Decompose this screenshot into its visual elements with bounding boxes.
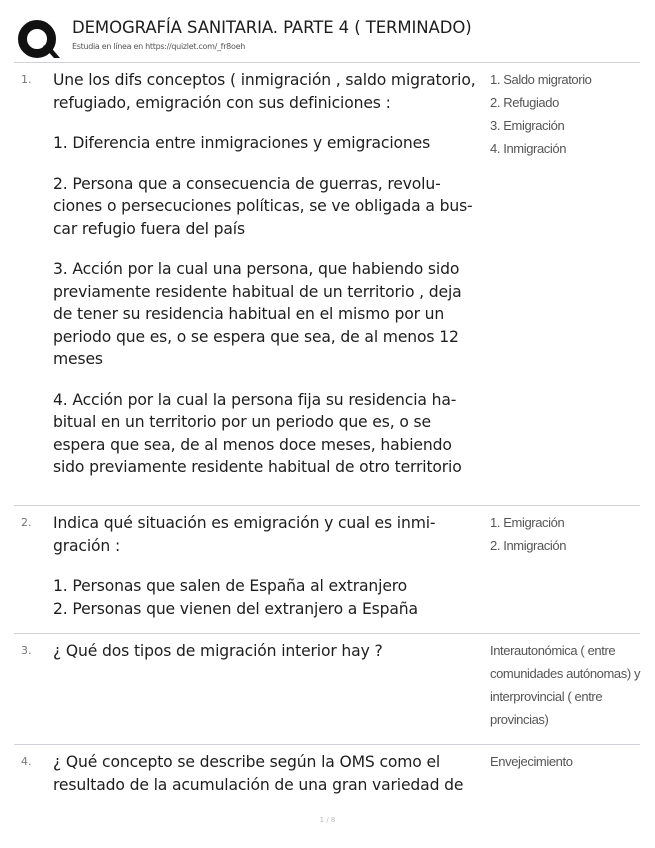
- card-term: [53, 512, 485, 620]
- term-paragraph: 4. Acción por la cual la persona fija su residencia ha-bitual en un territorio por un periodo que es, o se espera que sea, de al menos doce meses, habiendo sido previamente residente habitual de otro territorio: [53, 390, 462, 476]
- card-number: 1.: [21, 73, 32, 86]
- term-paragraph: ¿ Qué dos tipos de migración interior hay ?: [53, 642, 383, 660]
- definition-line: 4. Inmigración: [490, 141, 567, 156]
- card-definition: [490, 750, 645, 773]
- card-definition: [490, 68, 645, 160]
- term-paragraph: 3. Acción por la cual una persona, que habiendo sido previamente residente habitual de un territorio , deja de tener su residencia habitual en el mismo por un periodo que es, o se espera que sea, de al menos 12 meses: [53, 260, 462, 368]
- term-paragraph: ¿ Qué concepto se describe según la OMS como el resultado de la acumulación de una gran variedad de: [53, 753, 464, 794]
- divider: [14, 633, 640, 634]
- page-header: [16, 14, 636, 60]
- divider: [14, 62, 640, 63]
- card-number: 2.: [21, 516, 32, 529]
- divider: [14, 505, 640, 506]
- definition-line: 3. Emigración: [490, 118, 565, 133]
- card-term: [53, 751, 485, 796]
- term-paragraph: Indica qué situación es emigración y cual es inmi-gración :: [53, 514, 436, 555]
- term-paragraph: 1. Personas que salen de España al extranjero: [53, 577, 408, 595]
- card-definition: [490, 511, 645, 557]
- card-number: 3.: [21, 644, 32, 657]
- page-title: DEMOGRAFÍA SANITARIA. PARTE 4 ( TERMINADO): [72, 18, 472, 37]
- term-paragraph: 2. Persona que a consecuencia de guerras, revolu-ciones o persecuciones políticas, se ve obligada a bus-car refugio fuera del país: [53, 174, 473, 238]
- study-online-link[interactable]: Estudia en línea en https://quizlet.com/_fr8oeh: [72, 42, 245, 51]
- definition-line: 1. Saldo migratorio: [490, 72, 592, 87]
- term-paragraph: 2. Personas que vienen del extranjero a España: [53, 599, 418, 618]
- card-term: [53, 69, 485, 479]
- card-definition: [490, 639, 642, 731]
- term-paragraph: 1. Diferencia entre inmigraciones y emigraciones: [53, 134, 431, 152]
- definition-line: Envejecimiento: [490, 754, 573, 769]
- divider: [14, 744, 640, 745]
- term-paragraph: Une los difs conceptos ( inmigración , saldo migratorio, refugiado, emigración con sus definiciones :: [53, 71, 476, 112]
- definition-line: 2. Inmigración: [490, 538, 567, 553]
- definition-line: 2. Refugiado: [490, 95, 559, 110]
- quizlet-logo-icon: [16, 18, 60, 62]
- definition-line: Interautonómica ( entre comunidades autónomas) y interprovincial ( entre provincias): [490, 643, 641, 727]
- card-number: 4.: [21, 755, 32, 768]
- page-number: 1 / 8: [319, 816, 336, 824]
- definition-line: 1. Emigración: [490, 515, 565, 530]
- card-term: [53, 640, 485, 663]
